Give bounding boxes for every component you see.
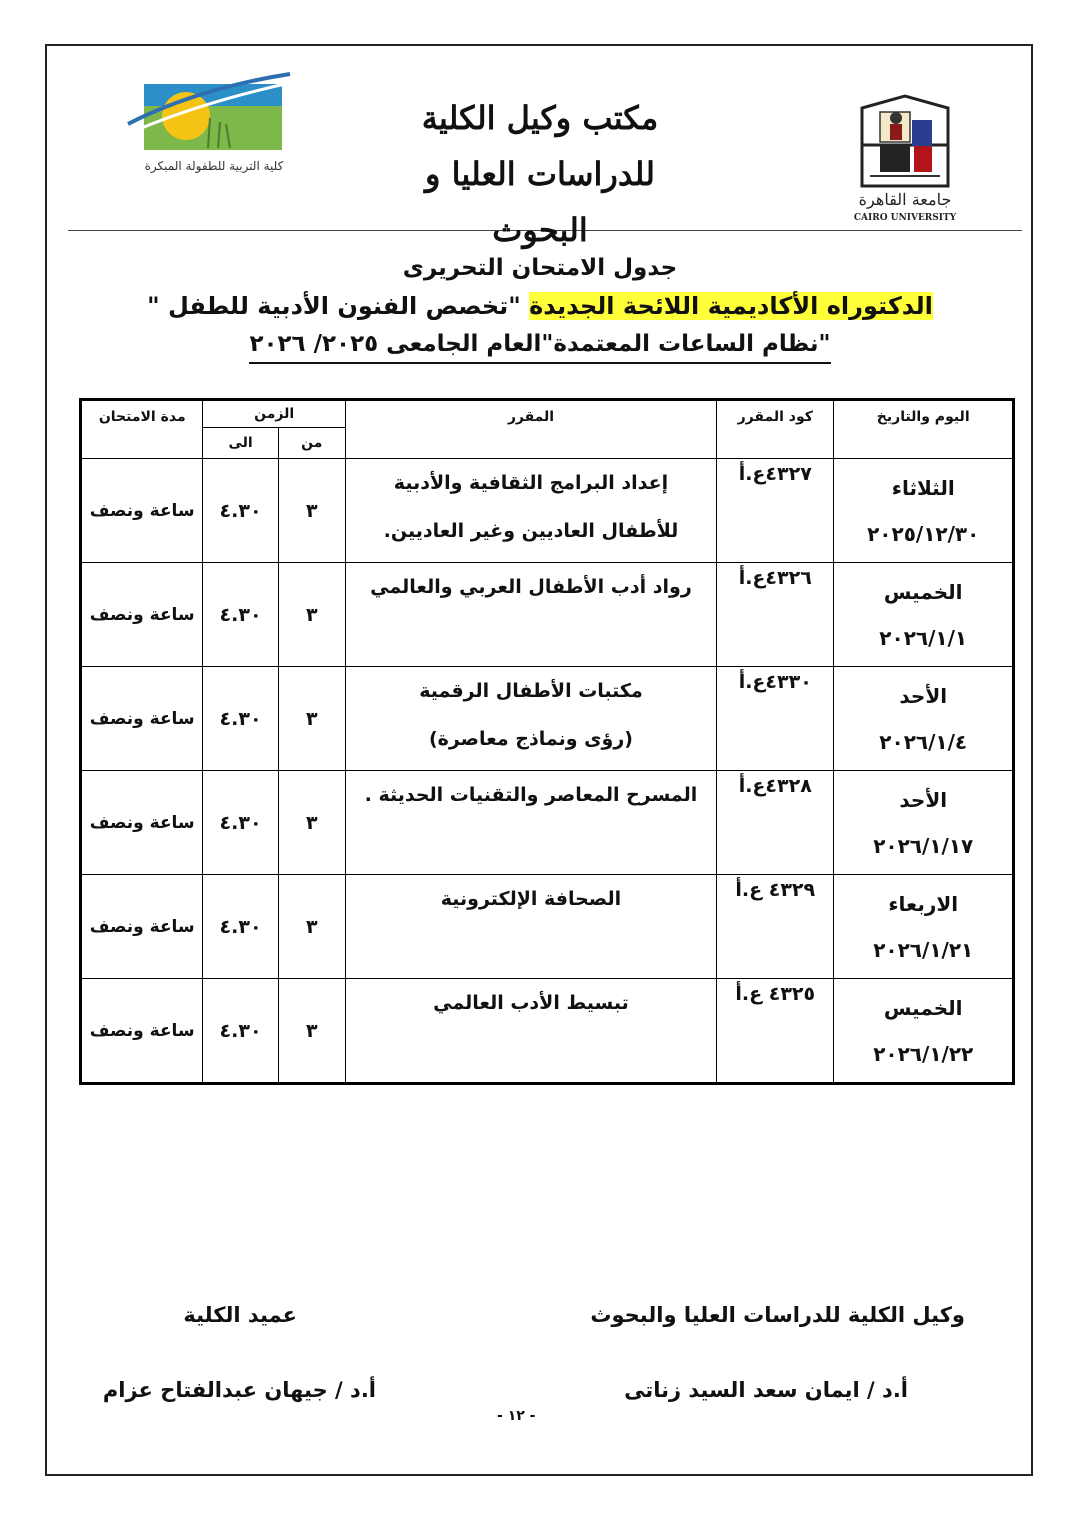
header-from: من (278, 428, 345, 459)
dean-title: عميد الكلية (183, 1303, 297, 1327)
date: ٢٠٢٦/١/١٧ (873, 833, 974, 858)
title-highlight: الدكتوراه الأكاديمية اللائحة الجديدة (529, 292, 933, 320)
exam-duration: ساعة ونصف (81, 979, 203, 1084)
vice-dean-title: وكيل الكلية للدراسات العليا والبحوث (590, 1303, 965, 1327)
table-row (81, 667, 1014, 771)
university-name-ar: جامعة القاهرة (858, 190, 952, 209)
time-from: ٣ (278, 979, 345, 1084)
exam-schedule-table (79, 398, 1015, 1085)
course-line-1: إعداد البرامج الثقافية والأدبية (393, 472, 669, 494)
office-line-1: مكتب وكيل الكلية (421, 99, 659, 137)
exam-duration: ساعة ونصف (81, 875, 203, 979)
day: الخميس (883, 995, 963, 1020)
course-code: ٤٣٣٠ع.أ (717, 667, 834, 771)
date: ٢٠٢٥/١٢/٣٠ (867, 521, 980, 546)
course-code: ٤٣٢٥ ع.أ (717, 979, 834, 1084)
header-duration: مدة الامتحان (81, 400, 203, 459)
day: الثلاثاء (891, 475, 955, 500)
title-line-2 (120, 286, 960, 326)
date: ٢٠٢٦/١/١ (879, 625, 968, 650)
exam-duration: ساعة ونصف (81, 563, 203, 667)
course-cell (345, 979, 716, 1084)
time-from: ٣ (278, 771, 345, 875)
table-row (81, 563, 1014, 667)
title-line-3: "نظام الساعات المعتمدة"العام الجامعى ٢٠٢٥/ ٢٠٢٦ (249, 326, 830, 364)
document-title (120, 250, 960, 364)
exam-duration: ساعة ونصف (81, 667, 203, 771)
course-line-1: مكتبات الأطفال الرقمية (419, 680, 643, 702)
time-to: ٤.٣٠ (203, 459, 278, 563)
university-name-en: CAIRO UNIVERSITY (853, 213, 957, 223)
header-day-date: اليوم والتاريخ (834, 400, 1014, 459)
course-cell (345, 667, 716, 771)
header-code: كود المقرر (717, 400, 834, 459)
course-code: ٤٣٢٩ ع.أ (717, 875, 834, 979)
table-row (81, 979, 1014, 1084)
office-line-2: للدراسات العليا و البحوث (425, 155, 655, 249)
header-time: الزمن (203, 400, 345, 428)
date: ٢٠٢٦/١/٢١ (873, 937, 974, 962)
time-from: ٣ (278, 875, 345, 979)
day-date-cell (834, 563, 1014, 667)
table-header-row (81, 400, 1014, 428)
faculty-logo (118, 68, 310, 188)
time-from: ٣ (278, 563, 345, 667)
time-to: ٤.٣٠ (203, 771, 278, 875)
time-to: ٤.٣٠ (203, 667, 278, 771)
course-line-1: رواد أدب الأطفال العربي والعالمي (370, 576, 692, 598)
course-line-2: للأطفال العاديين وغير العاديين. (383, 520, 679, 542)
table-row (81, 459, 1014, 563)
course-cell (345, 459, 716, 563)
exam-duration: ساعة ونصف (81, 771, 203, 875)
course-line-1: المسرح المعاصر والتقنيات الحديثة . (364, 784, 698, 806)
day-date-cell (834, 979, 1014, 1084)
table-row (81, 771, 1014, 875)
course-code: ٤٣٢٦ع.أ (717, 563, 834, 667)
day: الأحد (899, 683, 948, 708)
vice-dean-name: أ.د / ايمان سعد السيد زناتى (624, 1378, 908, 1402)
title-specialization: "تخصص الفنون الأدبية للطفل " (147, 292, 530, 320)
course-code: ٤٣٢٧ع.أ (717, 459, 834, 563)
day: الأحد (899, 787, 948, 812)
table-row (81, 875, 1014, 979)
page-number: - ١٢ - (497, 1408, 536, 1424)
day-date-cell (834, 667, 1014, 771)
course-cell (345, 875, 716, 979)
date: ٢٠٢٦/١/٢٢ (873, 1041, 974, 1066)
date: ٢٠٢٦/١/٤ (879, 729, 968, 754)
course-cell (345, 563, 716, 667)
day: الاربعاء (888, 891, 959, 916)
faculty-name-ar: كلية التربية للطفولة المبكرة (144, 159, 284, 173)
time-from: ٣ (278, 459, 345, 563)
header-to: الى (203, 428, 278, 459)
course-line-1: الصحافة الإلكترونية (440, 888, 622, 910)
header-course: المقرر (345, 400, 716, 459)
time-from: ٣ (278, 667, 345, 771)
day: الخميس (883, 579, 963, 604)
exam-duration: ساعة ونصف (81, 459, 203, 563)
dean-name: أ.د / جيهان عبدالفتاح عزام (102, 1378, 376, 1402)
course-line-2: (رؤى ونماذج معاصرة) (428, 728, 633, 750)
title-line-1: جدول الامتحان التحريرى (402, 255, 678, 281)
time-to: ٤.٣٠ (203, 979, 278, 1084)
time-to: ٤.٣٠ (203, 563, 278, 667)
day-date-cell (834, 771, 1014, 875)
course-code: ٤٣٢٨ع.أ (717, 771, 834, 875)
course-cell (345, 771, 716, 875)
time-to: ٤.٣٠ (203, 875, 278, 979)
cairo-university-logo (840, 90, 970, 225)
day-date-cell (834, 459, 1014, 563)
office-heading (400, 90, 680, 258)
course-line-1: تبسيط الأدب العالمي (433, 992, 629, 1014)
day-date-cell (834, 875, 1014, 979)
